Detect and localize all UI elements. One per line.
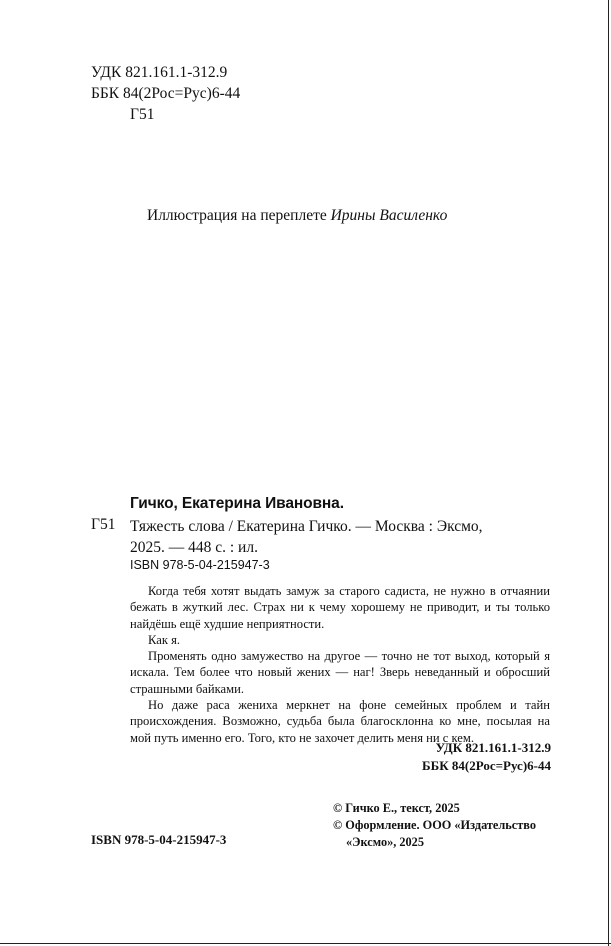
copyright-design-line-2: «Эксмо», 2025 (346, 835, 424, 849)
header-bbk: ББК 84(2Рос=Рус)6-44 (91, 85, 241, 102)
catalog-author: Гичко, Екатерина Ивановна. (130, 495, 344, 512)
annotation-paragraph: Когда тебя хотят выдать замуж за старого садиста, не нужно в отчаянии бежать в жуткий лес. Страх ни к чему хорошему не приводит, и ты только найдёшь ещё худшие неприятности. (130, 584, 550, 631)
catalog-title-line-1: Тяжесть слова / Екатерина Гичко. — Москва : Эксмо, (130, 518, 483, 535)
page-border-bottom (0, 943, 611, 944)
footer-isbn: ISBN 978-5-04-215947-3 (91, 832, 227, 847)
catalog-title-line-2: 2025. — 448 с. : ил. (130, 539, 258, 556)
annotation-paragraph: Променять одно замужество на другое — точно не тот выход, который я искала. Тем более что новый жених — наг! Зверь неведанный и обросший страшными байками. (130, 649, 550, 696)
illustration-artist: Ирины Василенко (330, 207, 448, 224)
annotation-paragraph: Но даже раса жениха меркнет на фоне семейных проблем и тайн происхождения. Возможно, судьба была благосклонна ко мне, посылая на мой путь именно его. Того, кто не захочет делить меня ни с кем. (130, 698, 550, 745)
catalog-author-mark: Г51 (91, 516, 116, 533)
illustration-credit (147, 206, 447, 226)
header-author-mark: Г51 (130, 106, 155, 123)
classification-udk: УДК 821.161.1-312.9 (435, 740, 551, 755)
annotation-paragraph: Как я. (148, 632, 181, 647)
header-udk: УДК 821.161.1-312.9 (91, 64, 228, 81)
annotation (130, 583, 550, 746)
catalog-isbn: ISBN 978-5-04-215947-3 (130, 558, 270, 572)
illustration-prefix: Иллюстрация на переплете (147, 207, 331, 224)
copyright-text: © Гичко Е., текст, 2025 (333, 801, 460, 815)
copyright-design-line-1: © Оформление. ООО «Издательство (333, 818, 537, 832)
page-border-right (608, 0, 609, 946)
classification-bbk: ББК 84(2Рос=Рус)6-44 (422, 758, 551, 773)
